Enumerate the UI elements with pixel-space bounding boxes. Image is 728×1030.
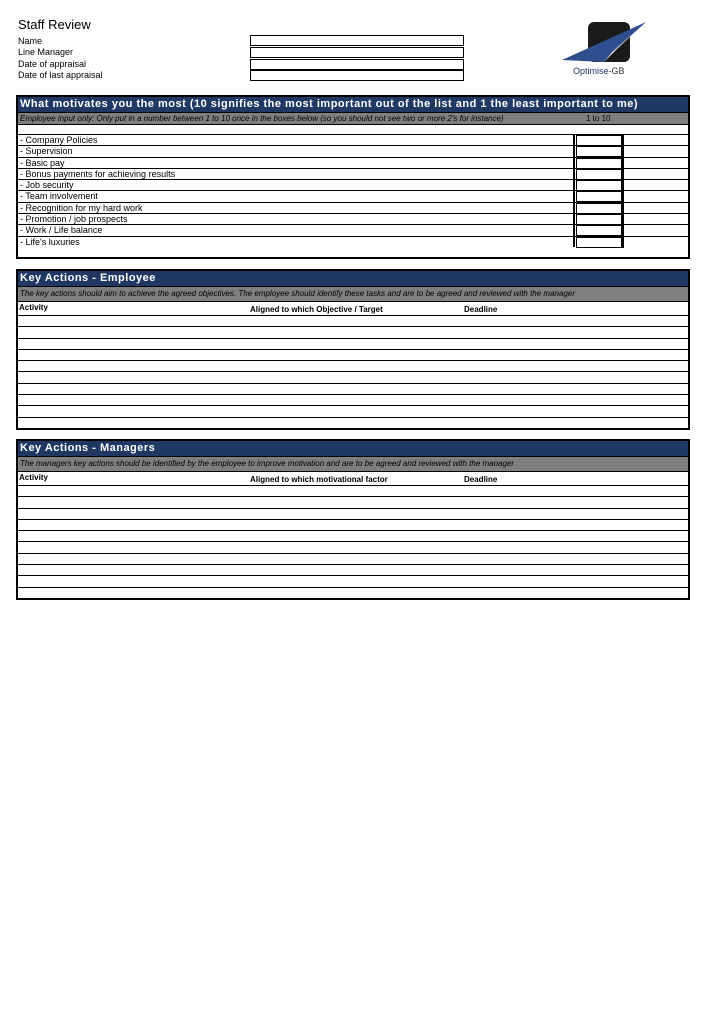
scale-label: 1 to 10	[586, 114, 611, 123]
list-item	[18, 145, 688, 156]
table-row[interactable]	[18, 497, 688, 508]
logo-suffix: GB	[611, 66, 625, 76]
table-row[interactable]	[18, 542, 688, 553]
table-row[interactable]	[18, 576, 688, 587]
table-row[interactable]	[18, 486, 688, 497]
list-item	[18, 134, 688, 145]
table-row[interactable]	[18, 339, 688, 350]
manager-actions-column-headers	[18, 472, 688, 486]
table-row[interactable]	[18, 384, 688, 395]
employee-actions-section	[16, 269, 690, 430]
logo-brand: Optimise-	[573, 66, 612, 76]
table-row[interactable]	[18, 316, 688, 327]
motivation-instruction-text: Employee input only: Only put in a number between 1 to 10 once in the boxes below (so you should not see two or more 2's for instance)	[20, 114, 504, 123]
motivation-instruction	[18, 113, 688, 125]
employee-actions-column-headers	[18, 302, 688, 316]
list-item	[18, 236, 688, 247]
list-item	[18, 179, 688, 190]
table-row[interactable]	[18, 327, 688, 338]
list-item	[18, 202, 688, 213]
date-of-appraisal-field[interactable]	[250, 59, 464, 70]
rank-input[interactable]	[576, 237, 624, 248]
list-item	[18, 190, 688, 201]
motivator-label: - Recognition for my hard work	[20, 202, 143, 213]
list-item	[18, 157, 688, 168]
deadline-column-header: Deadline	[464, 475, 498, 484]
deadline-column-header: Deadline	[464, 305, 498, 314]
table-row[interactable]	[18, 509, 688, 520]
motivator-label: - Supervision	[20, 146, 73, 157]
motivation-heading: What motivates you the most (10 signifies the most important out of the list and 1 the least important to me)	[18, 97, 688, 113]
motivator-label: - Company Policies	[20, 135, 98, 145]
manager-actions-heading: Key Actions - Managers	[18, 441, 688, 457]
employee-actions-heading: Key Actions - Employee	[18, 271, 688, 287]
employee-actions-rows	[18, 316, 688, 418]
line-manager-field[interactable]	[250, 47, 464, 58]
table-row[interactable]	[18, 395, 688, 406]
motivator-label: - Bonus payments for achieving results	[20, 168, 176, 179]
list-item	[18, 224, 688, 235]
motivation-section	[16, 95, 690, 259]
motivator-label: - Job security	[20, 180, 74, 191]
table-row[interactable]	[18, 361, 688, 372]
table-row[interactable]	[18, 372, 688, 383]
motivator-label: - Team involvement	[20, 191, 98, 202]
line-manager-label: Line Manager	[18, 47, 74, 57]
list-item	[18, 213, 688, 224]
motivator-label: - Life's luxuries	[20, 236, 80, 247]
logo-wordmark	[573, 66, 625, 76]
motivational-factor-column-header: Aligned to which motivational factor	[250, 475, 388, 484]
manager-actions-rows	[18, 486, 688, 588]
activity-column-header: Activity	[19, 303, 48, 312]
table-row[interactable]	[18, 520, 688, 531]
motivation-list	[18, 134, 688, 247]
manager-actions-instruction: The managers key actions should be identified by the employee to improve motivation and are to be agreed and reviewed with the manager	[18, 457, 688, 472]
motivator-label: - Promotion / job prospects	[20, 214, 128, 225]
date-of-appraisal-label: Date of appraisal	[18, 59, 87, 69]
manager-actions-section	[16, 439, 690, 600]
motivator-label: - Work / Life balance	[20, 225, 103, 236]
list-item	[18, 168, 688, 179]
page-title: Staff Review	[18, 17, 91, 32]
employee-actions-instruction: The key actions should aim to achieve the agreed objectives. The employee should identify these tasks and are to be agreed and reviewed with the manager	[18, 287, 688, 302]
motivator-label: - Basic pay	[20, 157, 65, 168]
date-of-last-appraisal-label: Date of last appraisal	[18, 70, 103, 80]
table-row[interactable]	[18, 554, 688, 565]
name-field[interactable]	[250, 35, 464, 46]
objective-column-header: Aligned to which Objective / Target	[250, 305, 383, 314]
table-row[interactable]	[18, 406, 688, 417]
table-row[interactable]	[18, 350, 688, 361]
activity-column-header: Activity	[19, 473, 48, 482]
table-row[interactable]	[18, 565, 688, 576]
name-label: Name	[18, 36, 43, 46]
table-row[interactable]	[18, 531, 688, 542]
date-of-last-appraisal-field[interactable]	[250, 70, 464, 81]
